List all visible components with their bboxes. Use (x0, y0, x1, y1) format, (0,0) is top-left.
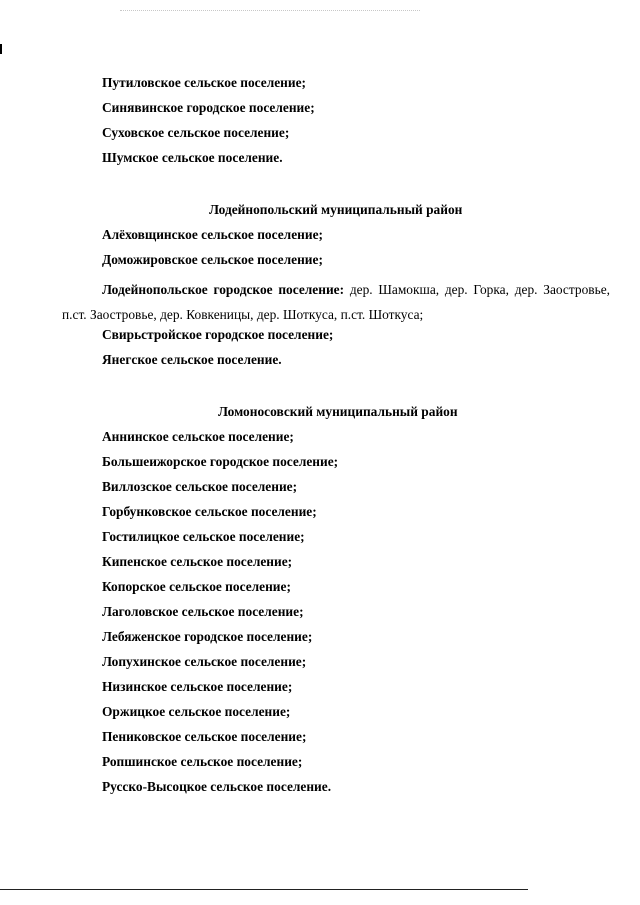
settlement-paragraph-lead: Лодейнопольское городское поселение: (102, 282, 345, 297)
settlement-item: Шумское сельское поселение. (102, 150, 283, 165)
settlement-item: Лебяженское городское поселение; (102, 629, 313, 644)
settlement-item: Ропшинское сельское поселение; (102, 754, 303, 769)
settlement-item: Оржицкое сельское поселение; (102, 704, 291, 719)
settlement-item: Русско-Высоцкое сельское поселение. (102, 779, 332, 794)
settlement-item: Путиловское сельское поселение; (102, 75, 307, 90)
settlement-item: Виллозское сельское поселение; (102, 479, 298, 494)
scan-artifact-left (0, 44, 2, 54)
settlement-item: Копорское сельское поселение; (102, 579, 291, 594)
settlement-item: Большеижорское городское поселение; (102, 454, 339, 469)
district-heading-lomonosovsky: Ломоносовский муниципальный район (218, 404, 458, 419)
settlement-item: Суховское сельское поселение; (102, 125, 290, 140)
settlement-paragraph-text: дер. Шамокша, дер. Горка, дер. Заостровье, п.ст. Заостровье, дер. Ковкеницы, дер. Шоткуса, п.ст. Шоткуса; (62, 282, 610, 322)
settlement-item: Доможировское сельское поселение; (102, 252, 323, 267)
settlement-item: Горбунковское сельское поселение; (102, 504, 317, 519)
settlement-item: Свирьстройское городское поселение; (102, 327, 334, 342)
settlement-item: Гостилицкое сельское поселение; (102, 529, 305, 544)
settlement-item: Низинское сельское поселение; (102, 679, 293, 694)
settlement-item: Кипенское сельское поселение; (102, 554, 293, 569)
scan-artifact-top (120, 10, 420, 11)
settlement-item: Синявинское городское поселение; (102, 100, 315, 115)
settlement-item: Лаголовское сельское поселение; (102, 604, 304, 619)
settlement-item: Аннинское сельское поселение; (102, 429, 294, 444)
settlement-paragraph-lodeynopolskoe (62, 277, 610, 327)
settlement-item: Янегское сельское поселение. (102, 352, 282, 367)
district-heading-lodeynopolsky: Лодейнопольский муниципальный район (209, 202, 463, 217)
settlement-item: Алёховщинское сельское поселение; (102, 227, 323, 242)
settlement-item: Лопухинское сельское поселение; (102, 654, 307, 669)
settlement-item: Пениковское сельское поселение; (102, 729, 307, 744)
page-bottom-rule (0, 889, 528, 890)
